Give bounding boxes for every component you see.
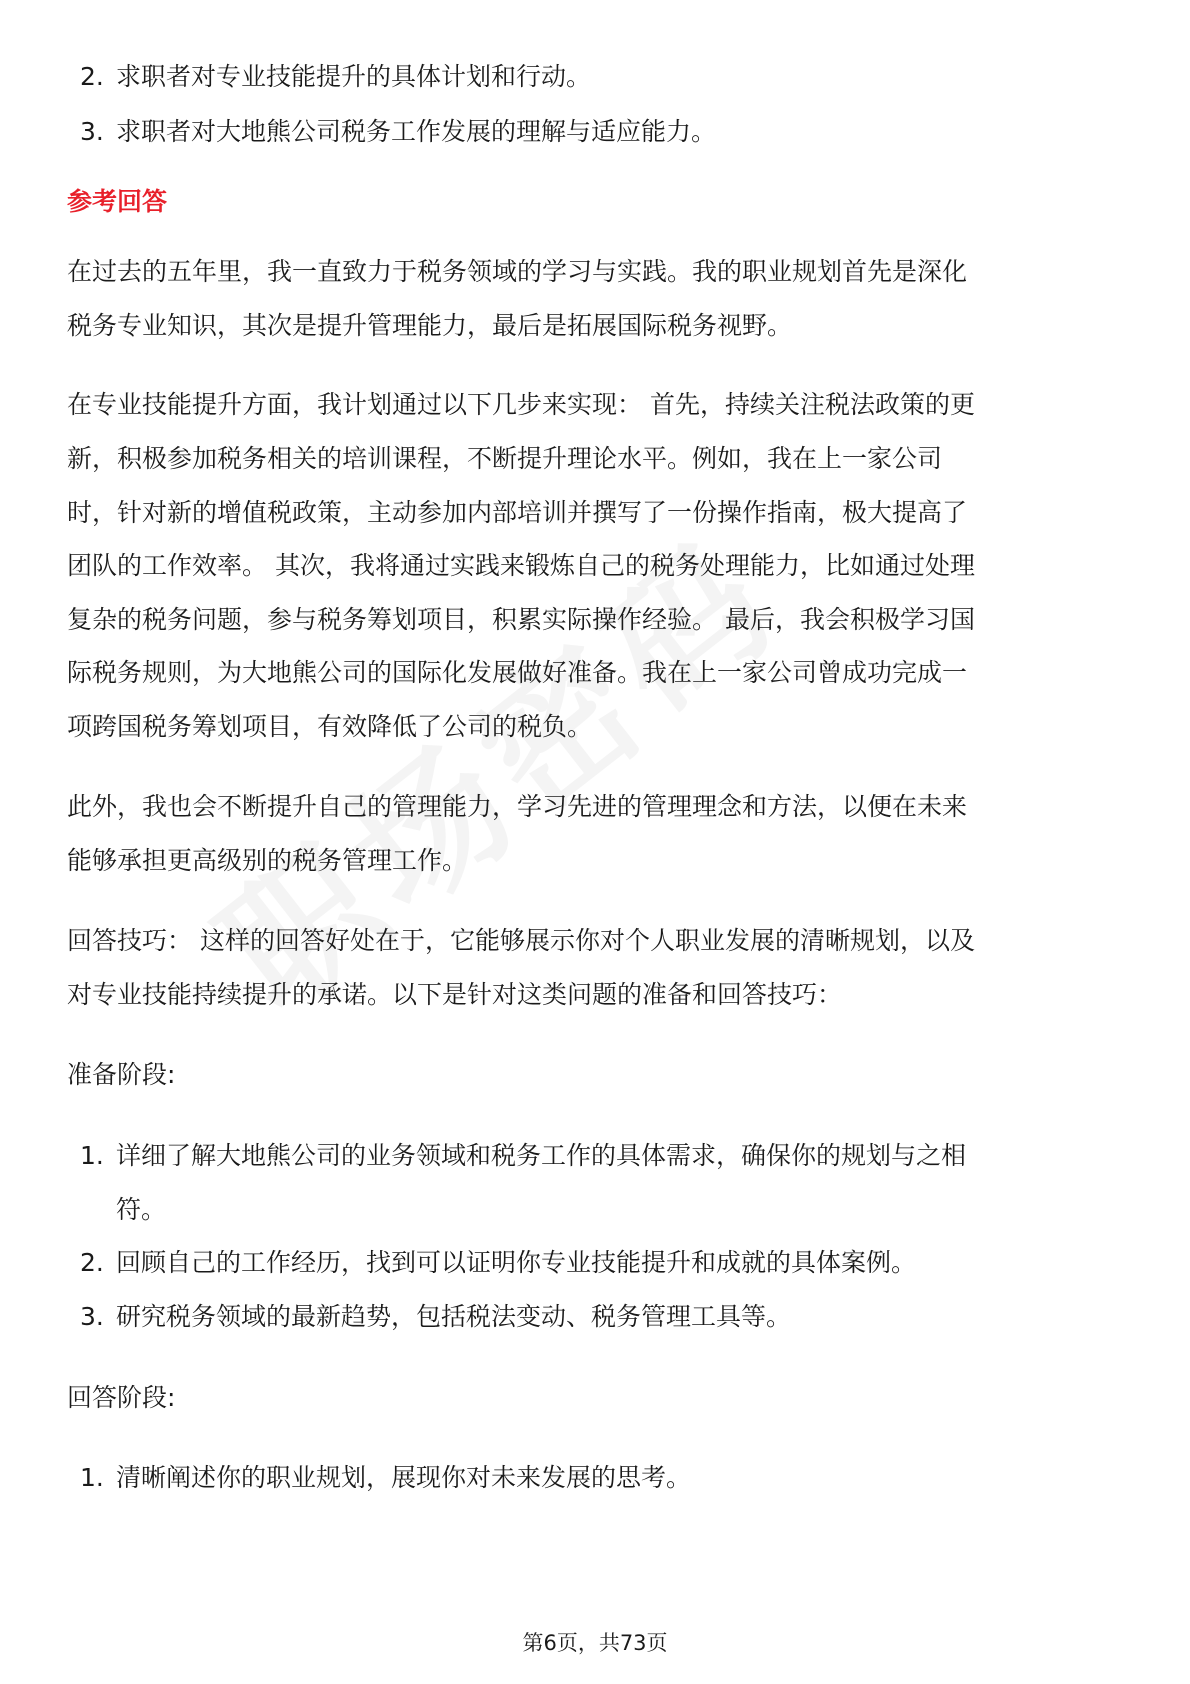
paragraph-line: 项跨国税务筹划项目，有效降低了公司的税负。 (67, 712, 593, 741)
list-item: 符。 (116, 1195, 167, 1224)
list-number: 2. (80, 62, 104, 91)
list-item: 回顾自己的工作经历，找到可以证明你专业技能提升和成就的具体案例。 (116, 1248, 917, 1277)
paragraph-line: 此外，我也会不断提升自己的管理能力，学习先进的管理理念和方法，以便在未来 (67, 792, 968, 821)
paragraph-line: 新，积极参加税务相关的培训课程，不断提升理论水平。例如，我在上一家公司 (67, 444, 943, 473)
paragraph-line: 团队的工作效率。 其次，我将通过实践来锻炼自己的税务处理能力，比如通过处理 (67, 551, 975, 580)
list-item: 研究税务领域的最新趋势，包括税法变动、税务管理工具等。 (116, 1302, 792, 1331)
reference-heading: 参考回答 (67, 187, 168, 216)
list-item: 求职者对大地熊公司税务工作发展的理解与适应能力。 (116, 117, 717, 146)
paragraph-line: 能够承担更高级别的税务管理工作。 (67, 846, 468, 875)
list-number: 3. (80, 1302, 104, 1331)
paragraph-line: 复杂的税务问题，参与税务筹划项目，积累实际操作经验。 最后，我会积极学习国 (67, 605, 975, 634)
paragraph-line: 时，针对新的增值税政策，主动参加内部培训并撰写了一份操作指南，极大提高了 (67, 498, 968, 527)
list-item: 清晰阐述你的职业规划，展现你对未来发展的思考。 (116, 1463, 692, 1492)
list-item: 求职者对专业技能提升的具体计划和行动。 (116, 62, 592, 91)
list-number: 1. (80, 1141, 104, 1170)
answer-heading: 回答阶段: (67, 1383, 176, 1412)
list-item: 详细了解大地熊公司的业务领域和税务工作的具体需求，确保你的规划与之相 (116, 1141, 967, 1170)
prep-heading: 准备阶段: (67, 1060, 176, 1089)
paragraph-line: 际税务规则，为大地熊公司的国际化发展做好准备。我在上一家公司曾成功完成一 (67, 658, 968, 687)
list-number: 3. (80, 117, 104, 146)
paragraph-line: 对专业技能持续提升的承诺。以下是针对这类问题的准备和回答技巧： (67, 980, 843, 1009)
page-footer: 第6页，共73页 (522, 1631, 668, 1655)
paragraph-line: 回答技巧： 这样的回答好处在于，它能够展示你对个人职业发展的清晰规划，以及 (67, 926, 975, 955)
paragraph-line: 税务专业知识，其次是提升管理能力，最后是拓展国际税务视野。 (67, 311, 793, 340)
paragraph-line: 在过去的五年里，我一直致力于税务领域的学习与实践。我的职业规划首先是深化 (67, 257, 968, 286)
paragraph-line: 在专业技能提升方面，我计划通过以下几步来实现： 首先，持续关注税法政策的更 (67, 390, 975, 419)
list-number: 2. (80, 1248, 104, 1277)
list-number: 1. (80, 1463, 104, 1492)
